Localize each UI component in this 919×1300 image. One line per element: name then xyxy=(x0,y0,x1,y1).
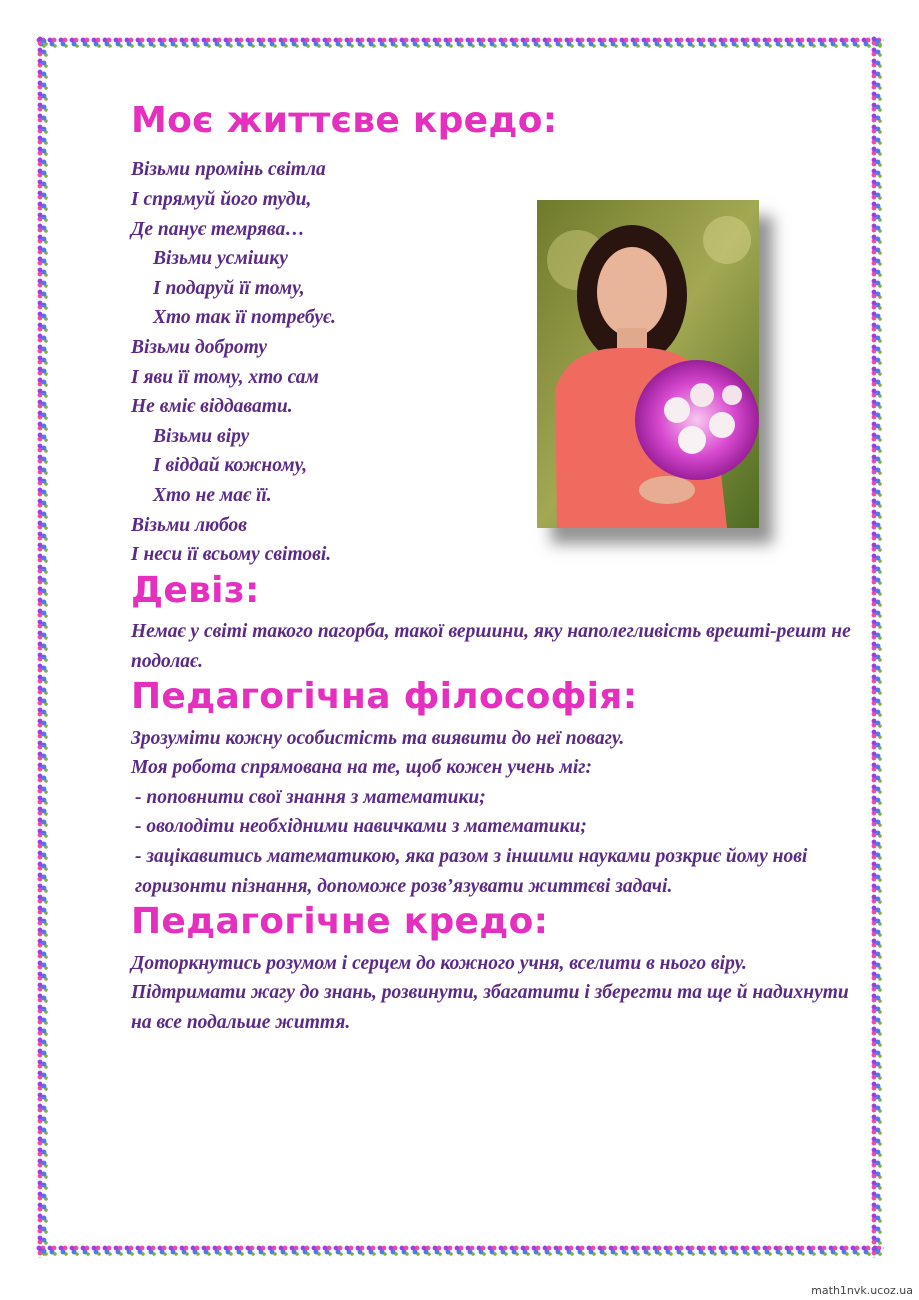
main-content xyxy=(131,100,851,1037)
motto-heading: Девіз: xyxy=(131,569,260,611)
poem-line: І спрямуй його туди, xyxy=(131,188,312,210)
philosophy-bullet: - поповнити свої знання з математики; xyxy=(135,786,486,808)
poem-line: Візьми доброту xyxy=(131,336,268,358)
credo-heading: Моє життєве кредо: xyxy=(131,100,558,141)
poem-line: Візьми віру xyxy=(153,425,250,447)
credo-poem xyxy=(131,155,521,569)
flower-border-right-icon xyxy=(870,36,884,1258)
poem-line: І віддай кожному, xyxy=(153,455,308,477)
philosophy-heading: Педагогічна філософія: xyxy=(131,676,638,718)
philosophy-bullet: - зацікавитись математикою, яка разом з іншими науками розкриє йому нові горизонти пізнання, допоможе розв’язувати життєві задачі. xyxy=(135,846,808,897)
site-watermark: math1nvk.ucoz.ua xyxy=(811,1284,913,1297)
flower-border-bottom-icon xyxy=(36,1244,884,1258)
poem-line: Де панує темрява… xyxy=(131,218,305,240)
poem-line: Візьми усмішку xyxy=(153,248,288,270)
poem-line: І подаруй її тому, xyxy=(153,277,305,299)
philosophy-line: Зрозуміти кожну особистість та виявити до неї повагу. xyxy=(131,727,625,749)
poem-line: Не вміє віддавати. xyxy=(131,396,293,418)
motto-text: Немає у світі такого пагорба, такої вершини, яку наполегливість врешті-решт не подолає. xyxy=(131,621,851,672)
flower-border-top-icon xyxy=(36,36,884,50)
philosophy-text xyxy=(131,724,851,902)
poem-line: Хто не має її. xyxy=(153,484,272,506)
poem-line: І неси її всьому світові. xyxy=(131,544,332,566)
poem-line: Візьми промінь світла xyxy=(131,159,326,181)
poem-line: І яви її тому, хто сам xyxy=(131,366,319,388)
philosophy-bullet: - оволодіти необхідними навичками з математики; xyxy=(135,816,587,838)
flower-border-left-icon xyxy=(36,36,50,1258)
pedagogical-credo-heading: Педагогічне кредо: xyxy=(131,901,549,943)
poem-line: Хто так її потребує. xyxy=(153,307,336,329)
philosophy-line: Моя робота спрямована на те, щоб кожен учень міг: xyxy=(131,757,592,779)
poem-line: Візьми любов xyxy=(131,514,247,536)
pedagogical-credo-text: Доторкнутись розумом і серцем до кожного учня, вселити в нього віру. Підтримати жагу до знань, розвинути, збагатити і зберегти та ще й надихнути на все подальше життя. xyxy=(131,952,849,1033)
